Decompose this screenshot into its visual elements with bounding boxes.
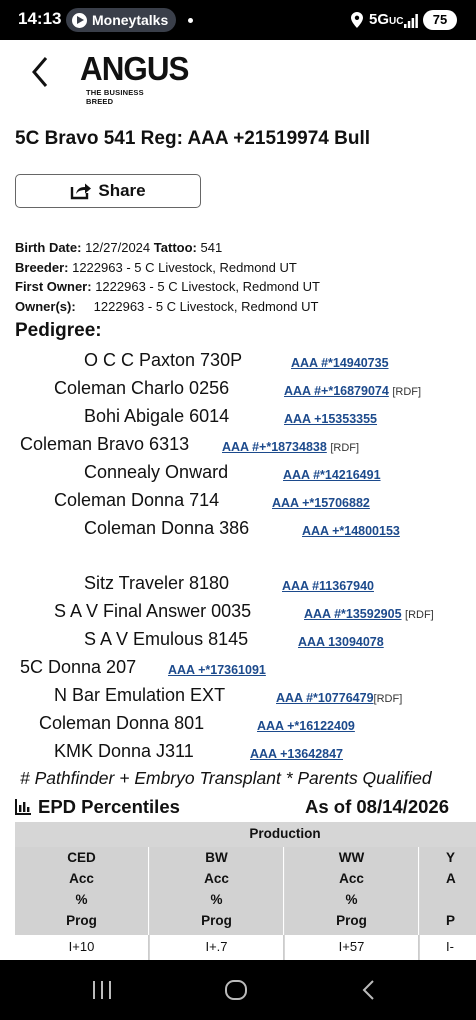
epd-value: I- xyxy=(420,935,476,960)
notification-dot-icon xyxy=(188,18,193,23)
logo-main-text: ANGUS xyxy=(80,50,189,87)
pedigree-reg xyxy=(284,412,377,426)
pedigree-reg xyxy=(168,663,266,677)
epd-column-header xyxy=(150,847,284,935)
home-icon[interactable] xyxy=(224,978,248,1002)
pedigree-reg-link[interactable]: AAA #*10776479 xyxy=(276,691,374,705)
epd-group-header: Production xyxy=(249,826,321,841)
pedigree-name: Connealy Onward xyxy=(84,462,229,482)
breeder-label: Breeder: xyxy=(15,260,69,275)
epd-acc-label: A xyxy=(446,871,456,886)
pedigree-reg-link[interactable]: AAA +*15706882 xyxy=(272,496,370,510)
pedigree-reg xyxy=(282,579,374,593)
pedigree-reg-link[interactable]: AAA 13094078 xyxy=(298,635,384,649)
pedigree-reg-link[interactable]: AAA +13642847 xyxy=(250,747,344,761)
epd-value: I+10 xyxy=(15,935,149,960)
share-icon xyxy=(70,182,92,200)
pedigree-name: Coleman Donna 714 xyxy=(54,490,220,510)
epd-trait-name: Y xyxy=(446,850,456,865)
epd-as-of-date: As of 08/14/2026 xyxy=(305,796,449,817)
epd-prog-label: Prog xyxy=(66,913,97,928)
epd-trait-name: WW xyxy=(338,850,365,865)
epd-header xyxy=(15,795,476,819)
pedigree-name: Coleman Donna 801 xyxy=(39,713,205,733)
epd-value: I+.7 xyxy=(150,935,284,960)
epd-trait-name: BW xyxy=(205,850,228,865)
owners-value: 1222963 - 5 C Livestock, Redmond UT xyxy=(93,299,319,314)
bar-chart-icon xyxy=(15,799,31,815)
share-label: Share xyxy=(98,181,146,200)
birth-date-label: Birth Date: xyxy=(15,240,82,255)
tattoo-label: Tattoo: xyxy=(153,240,197,255)
pedigree-reg-link[interactable]: AAA #+*18734838 xyxy=(222,440,327,454)
epd-acc-label: Acc xyxy=(69,871,94,886)
pedigree-reg-link[interactable]: AAA #*14940735 xyxy=(291,356,389,370)
notification-pill[interactable] xyxy=(66,8,176,32)
navigation-bar xyxy=(0,960,476,1020)
pedigree-reg xyxy=(283,468,381,482)
epd-acc-label: Acc xyxy=(204,871,229,886)
play-icon xyxy=(72,13,87,28)
signal-icon xyxy=(404,14,418,28)
pedigree-name: S A V Final Answer 0035 xyxy=(54,601,252,621)
epd-pct-label: % xyxy=(75,892,88,907)
battery-indicator: 75 xyxy=(423,10,457,30)
pedigree-reg xyxy=(298,635,384,649)
epd-acc-label: Acc xyxy=(339,871,364,886)
pedigree-reg-link[interactable]: AAA #*13592905 xyxy=(304,607,402,621)
notification-app-name: Moneytalks xyxy=(92,12,169,28)
pedigree-reg xyxy=(272,496,370,510)
rdf-tag: [RDF] xyxy=(392,386,422,398)
pedigree-reg xyxy=(291,356,389,370)
back-icon[interactable] xyxy=(357,978,381,1002)
pedigree-reg-link[interactable]: AAA +*17361091 xyxy=(168,663,266,677)
pedigree-name: Coleman Donna 386 xyxy=(84,518,250,538)
pedigree-reg xyxy=(302,524,400,538)
pedigree-reg-link[interactable]: AAA #*14216491 xyxy=(283,468,381,482)
epd-pct-label: % xyxy=(345,892,358,907)
breeder-line xyxy=(15,260,297,275)
logo-sub-text: THE BUSINESS BREED xyxy=(86,88,144,106)
location-icon xyxy=(351,12,363,28)
epd-column-header xyxy=(420,847,476,935)
pedigree-name: Bohi Abigale 6014 xyxy=(84,406,230,426)
epd-prog-label: Prog xyxy=(201,913,232,928)
network-suffix: UC xyxy=(389,16,404,27)
epd-value: I+57 xyxy=(285,935,419,960)
network-indicator xyxy=(369,11,403,28)
birth-info-line xyxy=(15,240,222,255)
epd-prog-label: P xyxy=(446,913,456,928)
pedigree-name: 5C Donna 207 xyxy=(20,657,137,677)
recent-apps-icon[interactable] xyxy=(90,978,114,1002)
epd-pct-label: % xyxy=(210,892,223,907)
owners-line xyxy=(15,299,318,314)
first-owner-label: First Owner: xyxy=(15,279,92,294)
epd-column-header xyxy=(15,847,149,935)
status-bar xyxy=(0,0,476,40)
breeder-value: 1222963 - 5 C Livestock, Redmond UT xyxy=(72,260,297,275)
birth-date-value: 12/27/2024 xyxy=(85,240,151,255)
tattoo-value: 541 xyxy=(200,240,223,255)
pedigree-heading: Pedigree: xyxy=(15,320,102,341)
pedigree-name: Sitz Traveler 8180 xyxy=(84,573,230,593)
pedigree-reg xyxy=(304,607,434,621)
epd-trait-name: CED xyxy=(67,850,96,865)
pedigree-reg-link[interactable]: AAA #+*16879074 xyxy=(284,384,389,398)
epd-column-header xyxy=(285,847,419,935)
pedigree-reg xyxy=(276,691,402,705)
owners-label: Owner(s): xyxy=(15,299,76,314)
pedigree-reg xyxy=(250,747,343,761)
pedigree-name: N Bar Emulation EXT xyxy=(54,685,226,705)
epd-prog-label: Prog xyxy=(336,913,367,928)
status-time: 14:13 xyxy=(18,9,62,28)
back-arrow-icon[interactable] xyxy=(28,54,54,90)
animal-title: 5C Bravo 541 Reg: AAA +21519974 Bull xyxy=(15,128,371,149)
rdf-tag: [RDF] xyxy=(373,693,403,705)
rdf-tag: [RDF] xyxy=(405,609,434,621)
first-owner-value: 1222963 - 5 C Livestock, Redmond UT xyxy=(95,279,320,294)
epd-title: EPD Percentiles xyxy=(38,796,180,817)
pedigree-reg-link[interactable]: AAA +*14800153 xyxy=(302,524,400,538)
pedigree-reg-link[interactable]: AAA +15353355 xyxy=(284,412,378,426)
angus-logo xyxy=(80,50,189,106)
pedigree-reg-link[interactable]: AAA +*16122409 xyxy=(257,719,355,733)
rdf-tag: [RDF] xyxy=(330,442,360,454)
pedigree-name: Coleman Bravo 6313 xyxy=(20,434,190,454)
pedigree-reg-link[interactable]: AAA #11367940 xyxy=(282,579,374,593)
epd-pct-label xyxy=(420,889,476,910)
pedigree-name: S A V Emulous 8145 xyxy=(84,629,249,649)
pedigree-reg xyxy=(284,384,421,398)
pedigree-name: Coleman Charlo 0256 xyxy=(54,378,230,398)
first-owner-line xyxy=(15,279,320,294)
pedigree-reg xyxy=(222,440,359,454)
network-type: 5G xyxy=(369,11,390,28)
pedigree-reg xyxy=(257,719,355,733)
pedigree-footnote: # Pathfinder + Embryo Transplant * Parents Qualified xyxy=(20,768,432,788)
pedigree-name: KMK Donna J311 xyxy=(54,741,194,761)
pedigree-name: O C C Paxton 730P xyxy=(84,350,243,370)
epd-table[interactable] xyxy=(15,822,476,960)
share-button[interactable] xyxy=(15,174,201,208)
